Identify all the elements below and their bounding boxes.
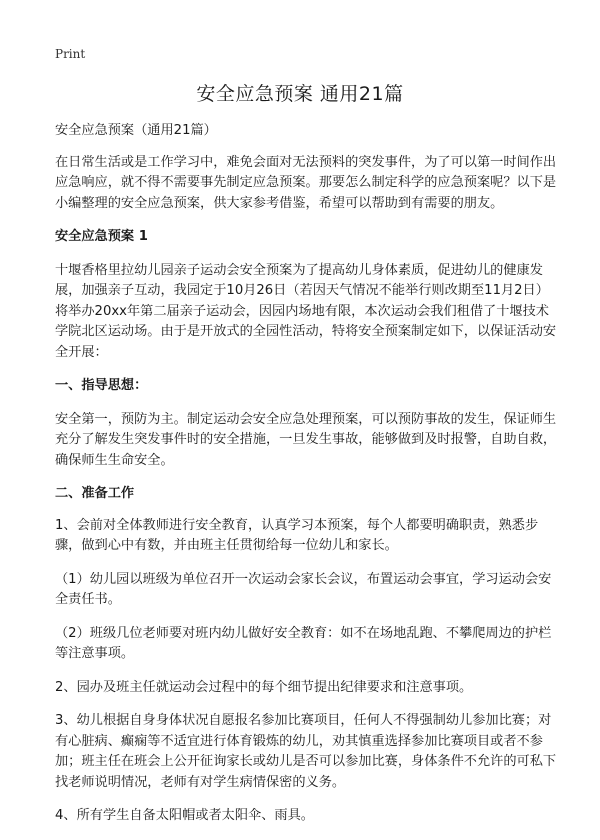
prep-item: 4、所有学生自备太阳帽或者太阳伞、雨具。 bbox=[55, 808, 314, 823]
guiding-heading: 一、指导思想： bbox=[55, 378, 148, 393]
document-subtitle: 安全应急预案（通用21篇） bbox=[55, 123, 217, 138]
prep-item: 1、会前对全体教师进行安全教育，认真学习本预案，每个人都要明确职责，熟悉步骤，做到心中有数，并由班主任贯彻给每一位幼儿和家长。 bbox=[55, 517, 539, 553]
guiding-paragraph: 安全第一，预防为主。制定运动会安全应急处理预案，可以预防事故的发生，保证师生充分了解发生突发事件时的安全措施，一旦发生事故，能够做到及时报警，自助自救，确保师生生命安全。 bbox=[55, 411, 557, 468]
document-title: 安全应急预案 通用21篇 bbox=[196, 83, 404, 105]
prep-heading: 二、准备工作 bbox=[55, 486, 135, 501]
section-paragraph: 十堰香格里拉幼儿园亲子运动会安全预案为了提高幼儿身体素质，促进幼儿的健康发展，加强亲子互动，我园定于10月26日（若因天气情况不能举行则改期至11月2日）将举办20xx年第二届亲子运动会，因园内场地有限，本次运动会我们租借了十堰技术学院北区运动场。由于是开放式的全园性活动，特将安全预案制定如下，以保证活动安全开展： bbox=[55, 262, 557, 360]
prep-subitem: （1）幼儿园以班级为单位召开一次运动会家长会议，布置运动会事宜，学习运动会安全责任书。 bbox=[55, 571, 552, 607]
prep-subitem: （2）班级几位老师要对班内幼儿做好安全教育：如不在场地乱跑、不攀爬周边的护栏等注意事项。 bbox=[55, 625, 552, 661]
document-body bbox=[55, 121, 562, 840]
intro-paragraph: 在日常生活或是工作学习中，难免会面对无法预料的突发事件，为了可以第一时间作出应急响应，就不得不需要事先制定应急预案。那要怎么制定科学的应急预案呢？以下是小编整理的安全应急预案，供大家参考借鉴，希望可以帮助到有需要的朋友。 bbox=[55, 154, 557, 211]
prep-item: 3、幼儿根据自身身体状况自愿报名参加比赛项目，任何人不得强制幼儿参加比赛；对有心脏病、癫痫等不适宜进行体育锻炼的幼儿，劝其慎重选择参加比赛项目或者不参加；班主任在班会上公开征询家长或幼儿是否可以参加比赛，身体条件不允许的可私下找老师说明情况，老师有对学生病情保密的义务。 bbox=[55, 713, 557, 790]
section-heading: 安全应急预案 1 bbox=[55, 229, 148, 244]
prep-item: 2、园办及班主任就运动会过程中的每个细节提出纪律要求和注意事项。 bbox=[55, 679, 473, 695]
print-label: Print bbox=[55, 47, 86, 61]
